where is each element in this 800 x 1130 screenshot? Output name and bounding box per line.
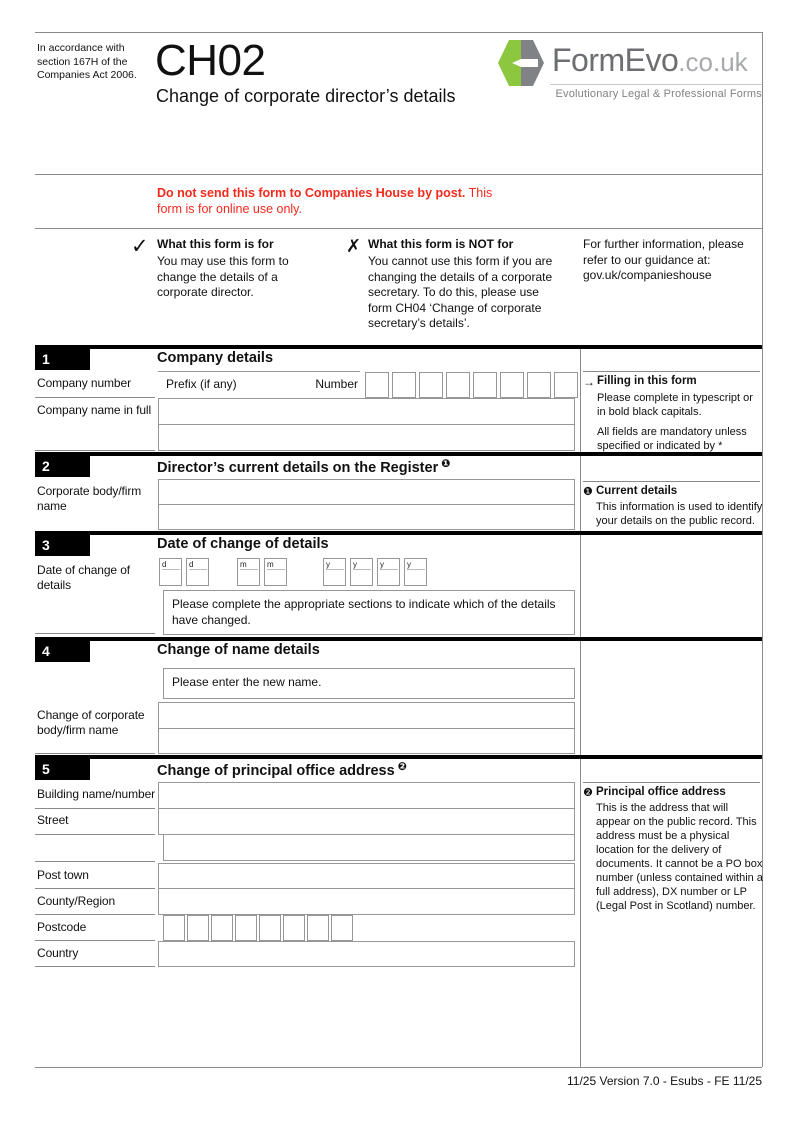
postcode-cell[interactable] bbox=[283, 915, 305, 941]
section2-number: 2 bbox=[35, 456, 90, 477]
formevo-wordmark bbox=[552, 42, 748, 79]
info-not-body: You cannot use this form if you are changing the details of a corporate secretary. To do this, please use form CH04 ‘Change of corporate secretary’s details’. bbox=[368, 254, 553, 330]
postcode-label: Postcode bbox=[37, 920, 87, 934]
corporate-body-label: Corporate body/firm name bbox=[37, 484, 142, 513]
label-rule bbox=[35, 940, 155, 941]
company-number-cell[interactable] bbox=[500, 372, 524, 398]
section2-bar bbox=[35, 452, 762, 456]
company-number-prefix-field[interactable] bbox=[158, 371, 360, 398]
company-number-cells bbox=[365, 372, 578, 398]
building-label: Building name/number bbox=[37, 787, 156, 801]
cell-letter: m bbox=[267, 560, 285, 570]
section3-hint-box bbox=[163, 590, 575, 635]
change-name-label: Change of corporate body/firm name bbox=[37, 708, 145, 737]
info-what-for bbox=[157, 237, 329, 301]
info-not-title: What this form is NOT for bbox=[368, 237, 514, 251]
street-input-1[interactable] bbox=[158, 808, 575, 835]
label-rule bbox=[35, 861, 155, 862]
month-cell[interactable] bbox=[237, 558, 260, 586]
company-name-label: Company name in full bbox=[37, 403, 152, 417]
warning-bold-text: Do not send this form to Companies House by post. bbox=[157, 186, 466, 200]
note-filling-title: Filling in this form bbox=[597, 375, 697, 387]
post-town-label: Post town bbox=[37, 868, 89, 882]
form-title: Change of corporate director’s details bbox=[156, 86, 456, 106]
postcode-cell[interactable] bbox=[235, 915, 257, 941]
section1-bar bbox=[35, 345, 762, 349]
month-cell[interactable] bbox=[264, 558, 287, 586]
section3-title: Date of change of details bbox=[157, 536, 329, 552]
label-rule bbox=[35, 450, 155, 451]
day-cell[interactable] bbox=[159, 558, 182, 586]
info-for-body: You may use this form to change the details of a corporate director. bbox=[157, 254, 289, 299]
post-town-input[interactable] bbox=[158, 863, 575, 889]
postcode-cell[interactable] bbox=[259, 915, 281, 941]
section5-bar bbox=[35, 755, 762, 759]
company-name-input-1[interactable] bbox=[158, 398, 575, 425]
section4-bar bbox=[35, 637, 762, 641]
section4-number: 4 bbox=[35, 641, 90, 662]
county-label: County/Region bbox=[37, 894, 116, 908]
date-cells bbox=[159, 558, 579, 586]
company-number-cell[interactable] bbox=[527, 372, 551, 398]
section3-bar bbox=[35, 531, 762, 535]
company-number-cell[interactable] bbox=[365, 372, 389, 398]
section5-title-text: Change of principal office address bbox=[157, 763, 395, 779]
county-input[interactable] bbox=[158, 888, 575, 915]
note-filling-body2: All fields are mandatory unless specified or indicated by * bbox=[597, 426, 747, 452]
company-name-input-2[interactable] bbox=[158, 424, 575, 451]
section3-number: 3 bbox=[35, 535, 90, 556]
building-input[interactable] bbox=[158, 782, 575, 809]
footnote-2-icon: ❷ bbox=[583, 787, 593, 799]
logo-rule bbox=[550, 84, 762, 85]
cell-letter: y bbox=[380, 560, 398, 570]
note-principal-title: Principal office address bbox=[596, 786, 726, 798]
info-what-not-for bbox=[368, 237, 566, 332]
footnote-1-marker: ❶ bbox=[441, 458, 451, 470]
label-rule bbox=[35, 808, 155, 809]
country-label: Country bbox=[37, 946, 79, 960]
label-rule bbox=[35, 914, 155, 915]
postcode-cells bbox=[163, 915, 353, 941]
cell-letter: d bbox=[162, 560, 180, 570]
cell-letter: y bbox=[326, 560, 344, 570]
section4-title: Change of name details bbox=[157, 642, 320, 658]
version-line: 11/25 Version 7.0 - Esubs - FE 11/25 bbox=[567, 1074, 762, 1088]
logo-tagline: Evolutionary Legal & Professional Forms bbox=[555, 88, 762, 100]
prefix-label: Prefix (if any) bbox=[166, 377, 237, 391]
act-reference-note: In accordance with section 167H of the Companies Act 2006. bbox=[37, 42, 137, 81]
note-rule bbox=[583, 481, 760, 482]
note-principal-body: This is the address that will appear on the public record. This address must be a physical location for the delivery of documents. It cannot be a PO box number (unless contained within a full address), DX number or LP (Legal Post in Scotland) number. bbox=[596, 802, 763, 912]
note-filling-body1: Please complete in typescript or in bold black capitals. bbox=[597, 392, 753, 418]
company-number-cell[interactable] bbox=[554, 372, 578, 398]
corporate-body-input-1[interactable] bbox=[158, 479, 575, 505]
label-rule bbox=[35, 753, 155, 754]
company-number-cell[interactable] bbox=[473, 372, 497, 398]
section5-title bbox=[157, 760, 407, 779]
footnote-2-marker: ❷ bbox=[397, 761, 408, 773]
street-input-2[interactable] bbox=[163, 834, 575, 861]
warning-normal-text: This form is for online use only. bbox=[157, 186, 493, 216]
number-label: Number bbox=[315, 377, 358, 391]
online-only-warning bbox=[157, 185, 512, 217]
section2-title-text: Director’s current details on the Register bbox=[157, 460, 439, 476]
cell-letter: d bbox=[189, 560, 207, 570]
footnote-1-icon: ❶ bbox=[583, 486, 593, 498]
section5-number: 5 bbox=[35, 759, 90, 780]
street-label: Street bbox=[37, 813, 69, 827]
company-number-cell[interactable] bbox=[446, 372, 470, 398]
section2-title bbox=[157, 457, 451, 476]
arrow-icon: → bbox=[583, 375, 595, 389]
bottom-rule bbox=[35, 1067, 762, 1068]
section4-hint-box bbox=[163, 668, 575, 699]
label-rule bbox=[35, 834, 155, 835]
cell-letter: m bbox=[240, 560, 258, 570]
year-cell[interactable] bbox=[377, 558, 400, 586]
cell-letter: y bbox=[353, 560, 371, 570]
postcode-cell[interactable] bbox=[331, 915, 353, 941]
label-rule bbox=[35, 966, 155, 967]
postcode-cell[interactable] bbox=[211, 915, 233, 941]
new-name-input-2[interactable] bbox=[158, 728, 575, 754]
year-cell[interactable] bbox=[323, 558, 346, 586]
postcode-cell[interactable] bbox=[163, 915, 185, 941]
postcode-cell[interactable] bbox=[307, 915, 329, 941]
year-cell[interactable] bbox=[404, 558, 427, 586]
label-rule bbox=[35, 633, 155, 634]
brand-suffix: .co.uk bbox=[678, 47, 748, 77]
postcode-cell[interactable] bbox=[187, 915, 209, 941]
country-input[interactable] bbox=[158, 941, 575, 967]
label-rule bbox=[35, 397, 155, 398]
new-name-input-1[interactable] bbox=[158, 702, 575, 729]
section1-title: Company details bbox=[157, 350, 274, 366]
info-for-title: What this form is for bbox=[157, 237, 274, 251]
company-number-cell[interactable] bbox=[419, 372, 443, 398]
cell-letter: y bbox=[407, 560, 425, 570]
section3-hint-text: Please complete the appropriate sections to indicate which of the details have changed. bbox=[172, 597, 556, 627]
day-cell[interactable] bbox=[186, 558, 209, 586]
section4-hint-text: Please enter the new name. bbox=[172, 675, 322, 689]
date-of-change-label: Date of change of details bbox=[37, 563, 131, 592]
note-current-title: Current details bbox=[596, 485, 678, 497]
note-rule bbox=[583, 371, 760, 372]
warning-bottom-rule bbox=[35, 228, 762, 229]
label-rule bbox=[35, 888, 155, 889]
section1-number: 1 bbox=[35, 349, 90, 370]
top-rule bbox=[35, 32, 762, 33]
formevo-logo-icon bbox=[496, 38, 546, 88]
form-code: CH02 bbox=[155, 36, 266, 85]
guidance-note: For further information, please refer to our guidance at: gov.uk/companieshouse bbox=[583, 237, 744, 282]
note-rule bbox=[583, 782, 760, 783]
company-number-cell[interactable] bbox=[392, 372, 416, 398]
corporate-body-input-2[interactable] bbox=[158, 504, 575, 530]
cross-icon: ✗ bbox=[346, 236, 362, 256]
note-current-body: This information is used to identify your details on the public record. bbox=[596, 501, 763, 527]
check-icon: ✓ bbox=[131, 235, 149, 258]
brand-name: FormEvo bbox=[552, 42, 679, 78]
warning-top-rule bbox=[35, 174, 762, 175]
year-cell[interactable] bbox=[350, 558, 373, 586]
company-number-label: Company number bbox=[37, 376, 131, 390]
